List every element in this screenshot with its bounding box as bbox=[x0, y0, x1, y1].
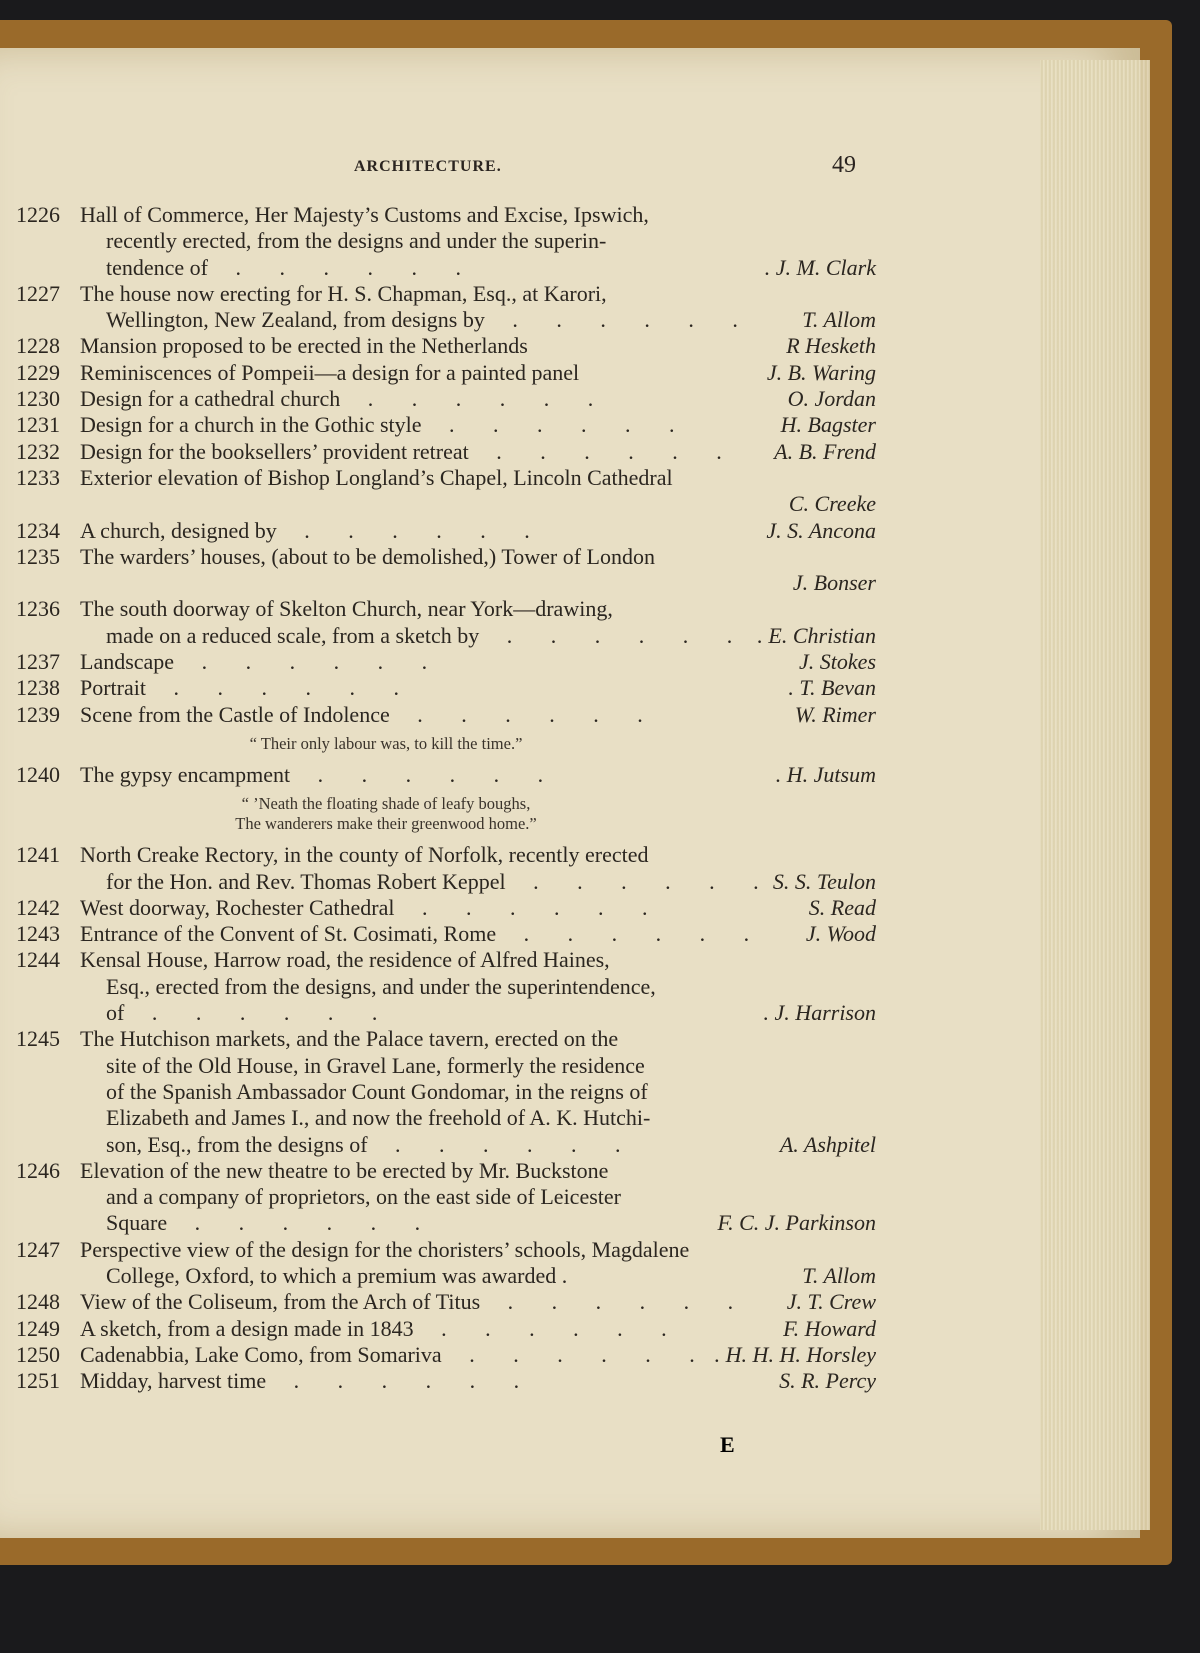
entry-quote bbox=[16, 794, 876, 834]
entry-author: . E. Christian bbox=[757, 622, 876, 648]
entry-body bbox=[80, 465, 876, 518]
entry-author: A. Ashpitel bbox=[779, 1131, 876, 1157]
entry-line bbox=[80, 1342, 876, 1368]
entry-line bbox=[80, 1368, 876, 1394]
catalogue-entry bbox=[16, 333, 876, 359]
catalogue-entry bbox=[16, 895, 876, 921]
entry-number: 1227 bbox=[16, 280, 60, 306]
entry-title-text: The Hutchison markets, and the Palace tavern, erected on the bbox=[80, 1026, 619, 1052]
entry-number: 1238 bbox=[16, 675, 60, 701]
entry-author: T. Allom bbox=[802, 307, 876, 333]
entry-number: 1246 bbox=[16, 1157, 60, 1183]
catalogue-entry bbox=[16, 1368, 876, 1394]
catalogue-entry bbox=[16, 360, 876, 386]
entry-author: . J. M. Clark bbox=[764, 254, 876, 280]
entry-title-text: Portrait bbox=[80, 675, 146, 701]
quote-line: “ Their only labour was, to kill the time.” bbox=[249, 733, 523, 753]
entry-line bbox=[80, 1289, 876, 1315]
quote-line: The wanderers make their greenwood home.” bbox=[235, 814, 537, 834]
entry-line bbox=[80, 596, 876, 622]
entry-line bbox=[80, 412, 876, 438]
entry-number: 1228 bbox=[16, 333, 60, 359]
entry-line bbox=[80, 974, 876, 1000]
entry-title-text: The house now erecting for H. S. Chapman, Esq., at Karori, bbox=[80, 280, 607, 306]
entry-title-text: for the Hon. and Rev. Thomas Robert Keppel bbox=[106, 868, 506, 894]
entry-title-text: of the Spanish Ambassador Count Gondomar, in the reigns of bbox=[106, 1078, 648, 1104]
entry-title-text: View of the Coliseum, from the Arch of Titus bbox=[80, 1289, 481, 1315]
entry-line bbox=[80, 281, 876, 307]
entry-number: 1247 bbox=[16, 1236, 60, 1262]
leader-dots: . . . . . . bbox=[124, 1000, 378, 1026]
entry-line bbox=[80, 439, 876, 465]
leader-dots: . . . . . . bbox=[174, 649, 428, 675]
leader-dots: . . . . . . bbox=[394, 894, 648, 920]
catalogue-entry bbox=[16, 762, 876, 788]
entry-title-text: North Creake Rectory, in the county of Norfolk, recently erected bbox=[80, 842, 649, 868]
entry-title-text: The warders’ houses, (about to be demolished,) Tower of London bbox=[80, 543, 655, 569]
entry-body bbox=[80, 1316, 876, 1342]
entry-title-text: Elevation of the new theatre to be erected by Mr. Buckstone bbox=[80, 1157, 609, 1183]
entry-number: 1250 bbox=[16, 1341, 60, 1367]
leader-dots: . . . . . . bbox=[413, 1315, 667, 1341]
entry-line bbox=[80, 1079, 876, 1105]
entry-quote bbox=[16, 734, 876, 754]
entry-author: S. S. Teulon bbox=[772, 868, 876, 894]
catalogue-entry bbox=[16, 518, 876, 544]
catalogue-entry bbox=[16, 465, 876, 518]
entry-line bbox=[80, 491, 876, 517]
catalogue-entry bbox=[16, 1289, 876, 1315]
entry-title-text: site of the Old House, in Gravel Lane, formerly the residence bbox=[106, 1052, 645, 1078]
entry-body bbox=[80, 649, 876, 675]
entry-number: 1233 bbox=[16, 464, 60, 490]
entry-title-text: Reminiscences of Pompeii—a design for a painted panel bbox=[80, 359, 580, 385]
entry-number: 1232 bbox=[16, 438, 60, 464]
entry-line bbox=[80, 255, 876, 281]
entry-body bbox=[80, 1026, 876, 1157]
entry-body bbox=[80, 1342, 876, 1368]
entry-title-text: Exterior elevation of Bishop Longland’s Chapel, Lincoln Cathedral bbox=[80, 464, 673, 490]
entry-line bbox=[80, 1210, 876, 1236]
entry-line bbox=[80, 702, 876, 728]
entry-title-text: recently erected, from the designs and under the superin- bbox=[106, 228, 607, 254]
entry-line bbox=[80, 921, 876, 947]
leader-dots: . . . . . . bbox=[496, 921, 750, 947]
entry-body bbox=[80, 518, 876, 544]
entry-body bbox=[80, 360, 876, 386]
catalogue-entry bbox=[16, 281, 876, 334]
entry-body bbox=[80, 762, 876, 788]
entry-line bbox=[80, 1053, 876, 1079]
entry-number: 1249 bbox=[16, 1315, 60, 1341]
entry-line bbox=[80, 202, 876, 228]
entry-line bbox=[80, 842, 876, 868]
entry-number: 1230 bbox=[16, 386, 60, 412]
entry-body bbox=[80, 921, 876, 947]
entry-body bbox=[80, 281, 876, 334]
catalogue-entry bbox=[16, 675, 876, 701]
entry-title-text: Hall of Commerce, Her Majesty’s Customs and Excise, Ipswich, bbox=[80, 202, 649, 227]
leader-dots: . . . . . . bbox=[480, 1289, 734, 1315]
leader-dots: . . . . . . bbox=[389, 701, 643, 727]
catalogue-entry bbox=[16, 1342, 876, 1368]
entry-line bbox=[80, 518, 876, 544]
leader-dots: . . . . . . bbox=[468, 438, 722, 464]
signature-mark: E bbox=[720, 1432, 735, 1457]
entry-line bbox=[80, 465, 876, 491]
entry-number: 1243 bbox=[16, 921, 60, 947]
entry-author: O. Jordan bbox=[787, 386, 876, 412]
entry-title-text: Midday, harvest time bbox=[80, 1368, 267, 1394]
entry-line bbox=[80, 675, 876, 701]
catalogue-entry bbox=[16, 202, 876, 281]
entry-line bbox=[80, 570, 876, 596]
entry-number: 1235 bbox=[16, 543, 60, 569]
entry-number: 1229 bbox=[16, 359, 60, 385]
catalogue-entry bbox=[16, 1158, 876, 1237]
entry-title-text: A church, designed by bbox=[80, 517, 277, 543]
entry-body bbox=[80, 842, 876, 895]
entry-body bbox=[80, 1368, 876, 1394]
entry-title-text: made on a reduced scale, from a sketch by bbox=[106, 622, 480, 648]
entry-body bbox=[80, 544, 876, 597]
catalogue-list bbox=[16, 202, 876, 1394]
entry-line bbox=[80, 1026, 876, 1052]
entry-line bbox=[80, 762, 876, 788]
entry-author: H. Bagster bbox=[780, 412, 876, 438]
entry-author: T. Allom bbox=[802, 1262, 876, 1288]
entry-title-text: Entrance of the Convent of St. Cosimati, Rome bbox=[80, 921, 497, 947]
entry-author: J. Wood bbox=[805, 921, 876, 947]
entry-body bbox=[80, 412, 876, 438]
leader-dots: . . . . . . bbox=[340, 386, 594, 412]
leader-dots: . . . . . . bbox=[146, 675, 399, 701]
entry-title-text: and a company of proprietors, on the east side of Leicester bbox=[106, 1184, 621, 1210]
running-header bbox=[0, 152, 880, 182]
leader-dots: . . . . . . bbox=[367, 1131, 621, 1157]
entry-line bbox=[80, 360, 876, 386]
page-edges bbox=[1040, 60, 1150, 1530]
entry-title-text: Design for the booksellers’ provident retreat bbox=[80, 438, 469, 464]
catalogue-entry bbox=[16, 1026, 876, 1157]
entry-title-text: A sketch, from a design made in 1843 bbox=[80, 1315, 414, 1341]
entry-line bbox=[80, 1316, 876, 1342]
entry-author: F. Howard bbox=[783, 1315, 876, 1341]
entry-title-text: Perspective view of the design for the choristers’ schools, Magdalene bbox=[80, 1236, 690, 1262]
entry-title-text: Mansion proposed to be erected in the Netherlands bbox=[80, 333, 528, 359]
entry-title-text: Cadenabbia, Lake Como, from Somariva bbox=[80, 1341, 442, 1367]
entry-author: J. Bonser bbox=[792, 570, 876, 596]
entry-author: . H. Jutsum bbox=[775, 761, 876, 787]
entry-number: 1237 bbox=[16, 649, 60, 675]
entry-author: S. R. Percy bbox=[779, 1368, 876, 1394]
entry-title-text: The south doorway of Skelton Church, near York—drawing, bbox=[80, 596, 613, 622]
catalogue-entry bbox=[16, 649, 876, 675]
entry-line bbox=[80, 895, 876, 921]
entry-line bbox=[80, 544, 876, 570]
entry-number: 1236 bbox=[16, 596, 60, 622]
catalogue-entry bbox=[16, 596, 876, 649]
entry-line bbox=[80, 333, 876, 359]
leader-dots: . . . . . . bbox=[276, 517, 530, 543]
entry-body bbox=[80, 439, 876, 465]
entry-body bbox=[80, 333, 876, 359]
entry-title-text: Wellington, New Zealand, from designs by bbox=[106, 307, 485, 333]
catalogue-entry bbox=[16, 412, 876, 438]
catalogue-entry bbox=[16, 702, 876, 728]
entry-author: W. Rimer bbox=[794, 701, 876, 727]
entry-line bbox=[80, 1000, 876, 1026]
entry-line bbox=[80, 228, 876, 254]
entry-author: C. Creeke bbox=[788, 491, 876, 517]
leader-dots: . . . . . . bbox=[167, 1210, 421, 1236]
entry-title-text: Design for a church in the Gothic style bbox=[80, 412, 422, 438]
leader-dots: . . . . . . bbox=[290, 761, 544, 787]
entry-title-text: Square bbox=[106, 1210, 168, 1236]
entry-number: 1251 bbox=[16, 1368, 60, 1394]
entry-author: . T. Bevan bbox=[788, 675, 876, 701]
entry-line bbox=[80, 947, 876, 973]
entry-line bbox=[80, 1237, 876, 1263]
entry-number: 1231 bbox=[16, 412, 60, 438]
entry-line bbox=[80, 386, 876, 412]
entry-author: . H. H. H. Horsley bbox=[714, 1341, 876, 1367]
entry-number: 1248 bbox=[16, 1289, 60, 1315]
entry-title-text: College, Oxford, to which a premium was awarded . bbox=[106, 1262, 568, 1288]
leader-dots: . . . . . . bbox=[479, 622, 733, 648]
entry-author: R Hesketh bbox=[786, 333, 876, 359]
entry-number: 1244 bbox=[16, 947, 60, 973]
entry-line bbox=[80, 1105, 876, 1131]
catalogue-entry bbox=[16, 921, 876, 947]
entry-line bbox=[80, 649, 876, 675]
entry-title-text: son, Esq., from the designs of bbox=[106, 1131, 368, 1157]
entry-title-text: Design for a cathedral church bbox=[80, 386, 341, 412]
entry-body bbox=[80, 386, 876, 412]
entry-title-text: Scene from the Castle of Indolence bbox=[80, 701, 390, 727]
entry-title-text: tendence of bbox=[106, 254, 208, 280]
entry-number: 1239 bbox=[16, 701, 60, 727]
entry-title-text: Kensal House, Harrow road, the residence of Alfred Haines, bbox=[80, 947, 610, 973]
entry-number: 1226 bbox=[16, 202, 60, 227]
entry-number: 1241 bbox=[16, 842, 60, 868]
entry-body bbox=[80, 202, 876, 281]
page-number: 49 bbox=[832, 152, 856, 178]
entry-title-text: Elizabeth and James I., and now the freehold of A. K. Hutchi- bbox=[106, 1105, 651, 1131]
leader-dots: . . . . . . bbox=[505, 868, 759, 894]
entry-number: 1234 bbox=[16, 517, 60, 543]
catalogue-entry bbox=[16, 842, 876, 895]
entry-author: J. S. Ancona bbox=[766, 517, 876, 543]
leader-dots: . . . . . . bbox=[208, 254, 461, 280]
leader-dots: . . . . . . bbox=[421, 412, 675, 438]
entry-body bbox=[80, 596, 876, 649]
catalogue-entry bbox=[16, 1316, 876, 1342]
leader-dots: . . . . . . bbox=[484, 307, 738, 333]
entry-line bbox=[80, 307, 876, 333]
entry-author: J. B. Waring bbox=[766, 359, 876, 385]
entry-line bbox=[80, 1263, 876, 1289]
entry-line bbox=[80, 869, 876, 895]
entry-title-text: Esq., erected from the designs, and under the superintendence, bbox=[106, 973, 656, 999]
entry-line bbox=[80, 623, 876, 649]
catalogue-entry bbox=[16, 544, 876, 597]
entry-number: 1242 bbox=[16, 894, 60, 920]
catalogue-entry bbox=[16, 1237, 876, 1290]
entry-body bbox=[80, 1158, 876, 1237]
entry-author: J. Stokes bbox=[799, 649, 876, 675]
entry-line bbox=[80, 1132, 876, 1158]
entry-body bbox=[80, 1237, 876, 1290]
entry-body bbox=[80, 895, 876, 921]
entry-body bbox=[80, 947, 876, 1026]
entry-body bbox=[80, 702, 876, 728]
entry-body bbox=[80, 675, 876, 701]
catalogue-entry bbox=[16, 439, 876, 465]
entry-title-text: West doorway, Rochester Cathedral bbox=[80, 894, 395, 920]
leader-dots: . . . . . . bbox=[441, 1341, 695, 1367]
entry-author: S. Read bbox=[808, 894, 876, 920]
entry-body bbox=[80, 1289, 876, 1315]
entry-line bbox=[80, 1158, 876, 1184]
entry-author: A. B. Frend bbox=[774, 438, 876, 464]
entry-line bbox=[80, 1184, 876, 1210]
entry-author: F. C. J. Parkinson bbox=[717, 1210, 876, 1236]
entry-number: 1245 bbox=[16, 1026, 60, 1052]
quote-line: “ ’Neath the floating shade of leafy boughs, bbox=[241, 794, 531, 814]
entry-title-text: Landscape bbox=[80, 649, 175, 675]
entry-author: . J. Harrison bbox=[763, 1000, 876, 1026]
leader-dots: . . . . . . bbox=[266, 1368, 520, 1394]
entry-number: 1240 bbox=[16, 761, 60, 787]
catalogue-entry bbox=[16, 947, 876, 1026]
entry-title-text: of bbox=[106, 1000, 125, 1026]
entry-author: J. T. Crew bbox=[786, 1289, 876, 1315]
catalogue-entry bbox=[16, 386, 876, 412]
section-title: ARCHITECTURE. bbox=[354, 158, 502, 175]
entry-title-text: The gypsy encampment bbox=[80, 761, 291, 787]
